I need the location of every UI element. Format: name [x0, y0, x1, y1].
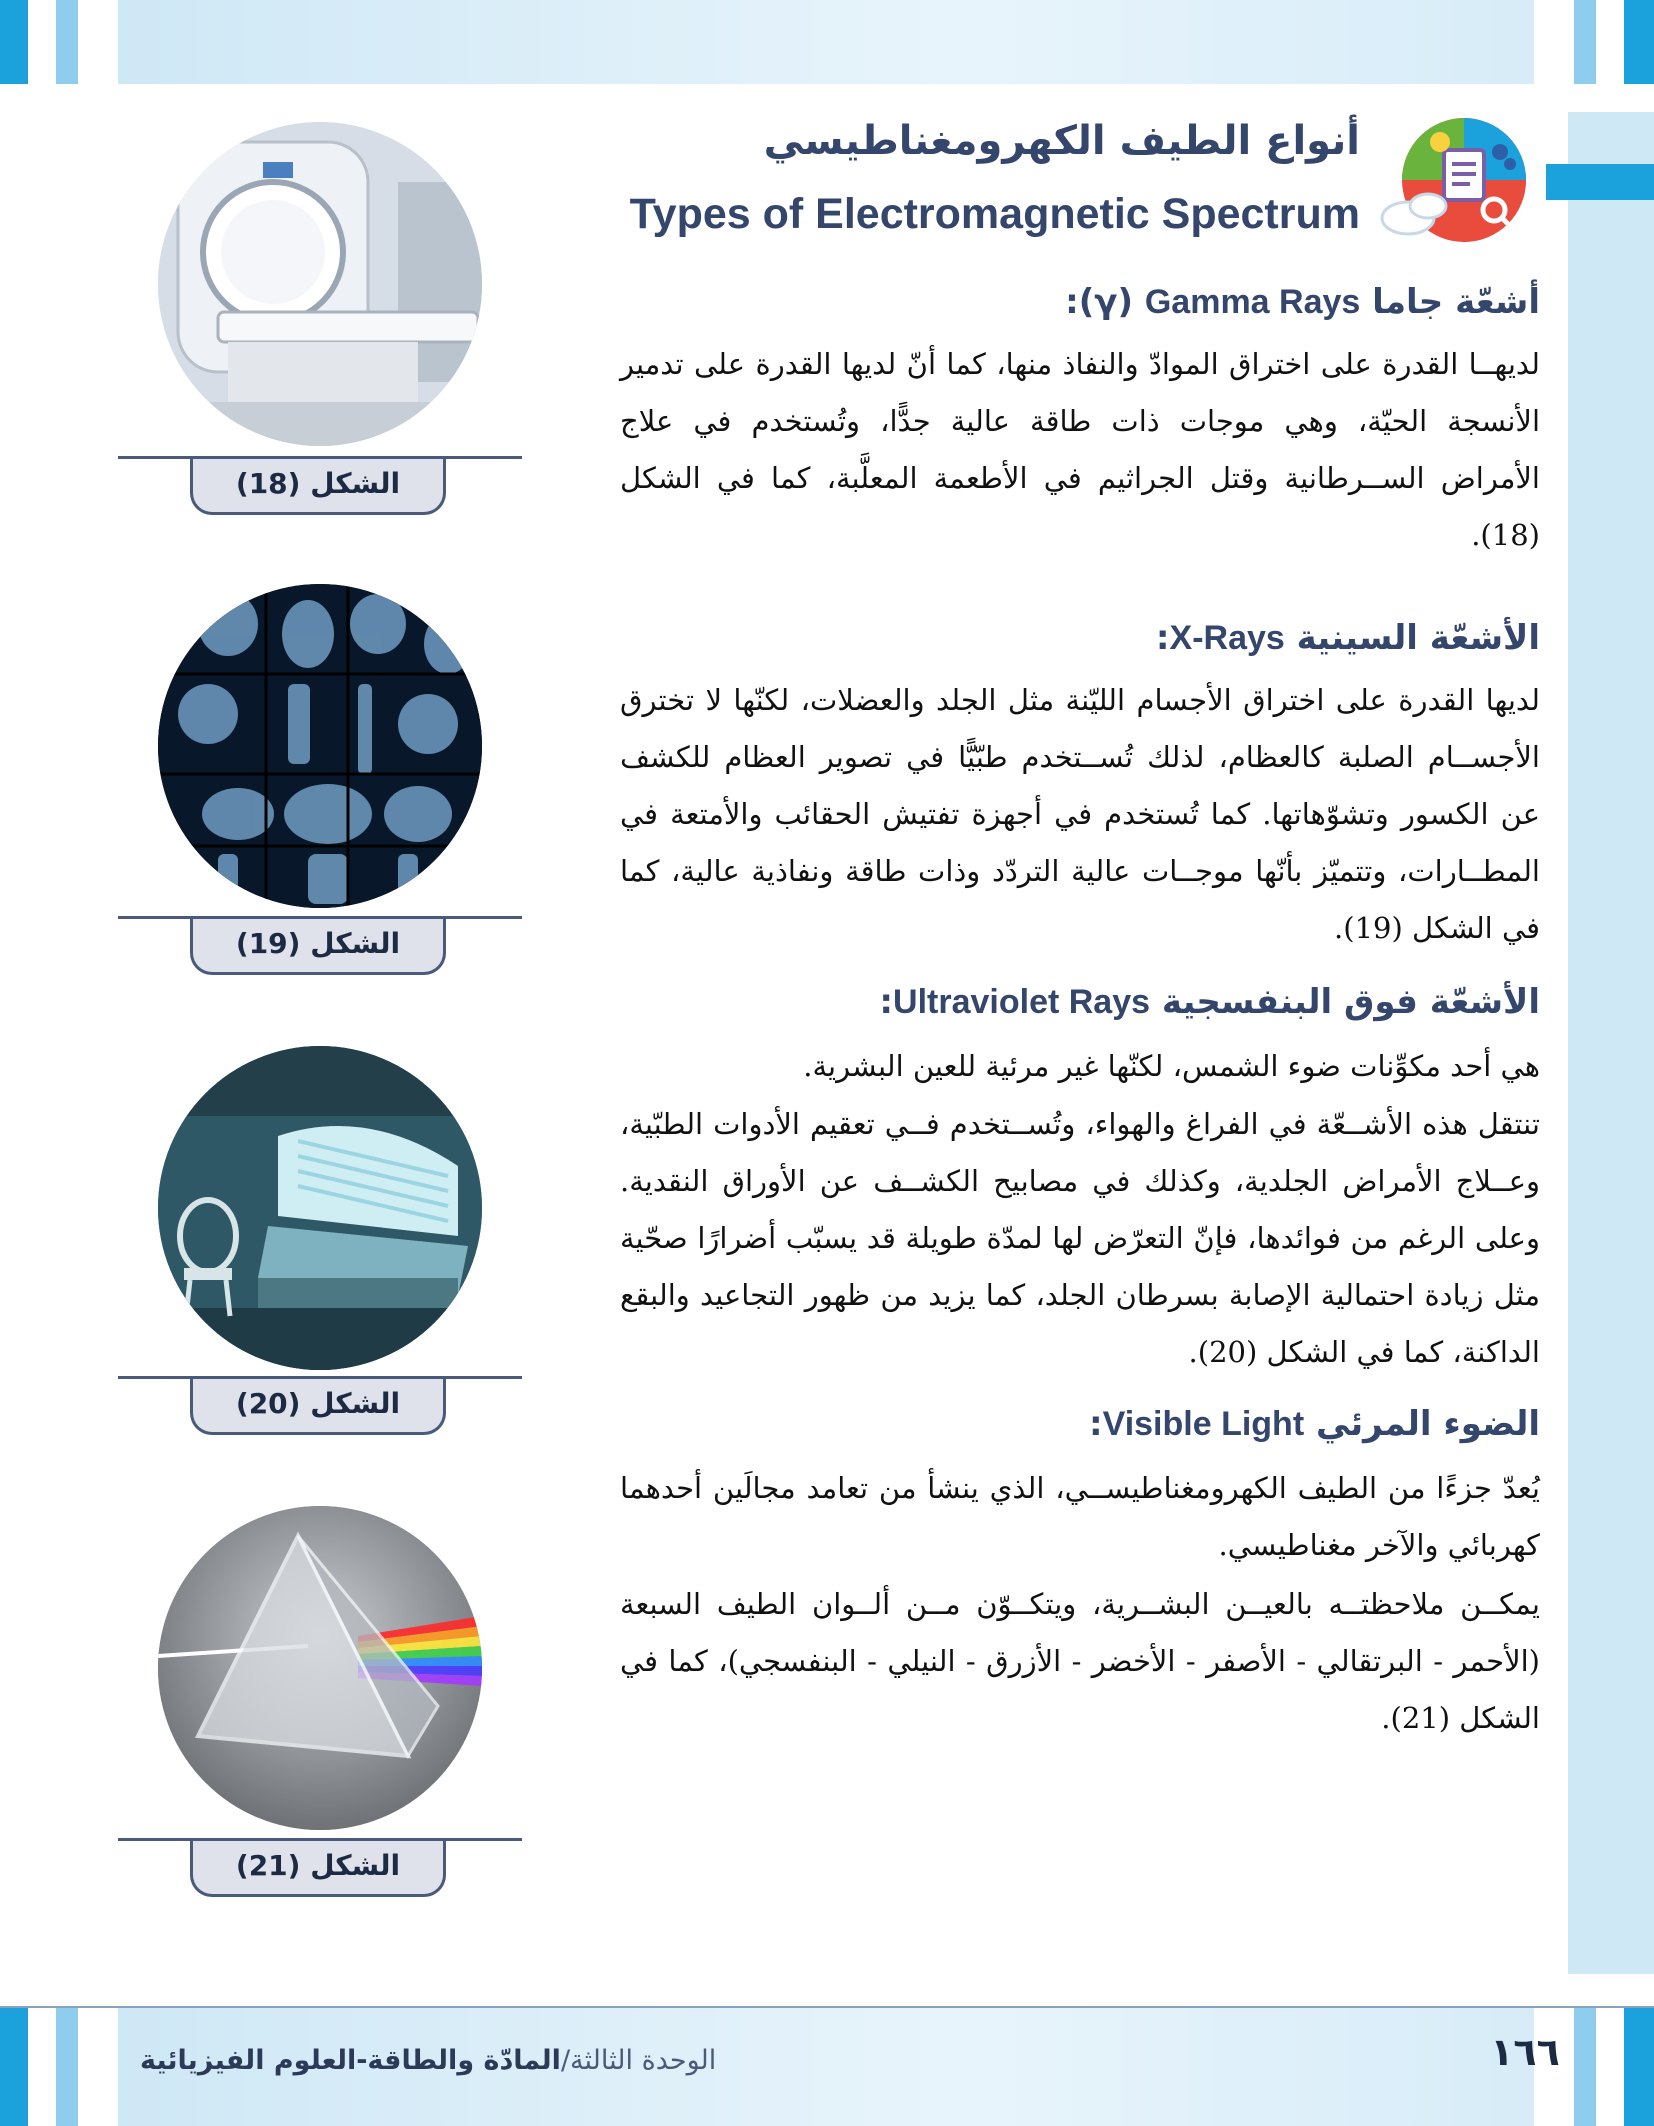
right-decorative-tab	[1546, 164, 1654, 200]
heading-english: Visible Light	[1102, 1405, 1305, 1443]
heading-english: Ultraviolet Rays	[893, 983, 1151, 1021]
heading-english: Gamma Rays	[1144, 283, 1361, 321]
section-heading-gamma	[620, 282, 1540, 330]
lesson-topic-icon	[1378, 110, 1538, 250]
footer-unit-name: المادّة والطاقة-العلوم الفيزيائية	[140, 2045, 561, 2076]
section-heading-xrays	[620, 618, 1540, 666]
figure-19-image	[158, 584, 482, 908]
paragraph-ultraviolet-2: تنتقل هذه الأشــعّة في الفراغ والهواء، وتُســتخدم فــي تعقيم الأدوات الطبّية، وعــلاج الأمراض الجلدية، وكذلك في مصابيح الكشــف عن الأوراق النقدية. وعلى الرغم من فوائدها، فإنّ التعرّض لها لمدّة طويلة قد يسبّب أضرارًا صحّية مثل زيادة احتمالية الإصابة بسرطان الجلد، كما يزيد من ظهور التجاعيد والبقع الداكنة، كما في الشكل (20).	[620, 1107, 1541, 1369]
paragraph-xrays: لديها القدرة على اختراق الأجسام الليّنة مثل الجلد والعضلات، لكنّها لا تخترق الأجســام الصلبة كالعظام، لذلك تُســتخدم طبّيًّا في تصوير العظام للكشف عن الكسور وتشوّهاتها. كما تُستخدم في أجهزة تفتيش الحقائب والأمتعة في المطــارات، وتتميّز بأنّها موجــات عالية التردّد وذات طاقة ونفاذية عالية، كما في الشكل (19).	[620, 683, 1540, 945]
figure-21-caption: الشكل (21)	[190, 1841, 446, 1897]
paragraph-visible-light-2: يمكــن ملاحظتــه بالعيــن البشــرية، ويتكــوّن مــن ألــوان الطيف السبعة (الأحمر - البرتقالي - الأصفر - الأخضر - الأزرق - النيلي - البنفسجي)، كما في الشكل (21).	[620, 1587, 1540, 1735]
paragraph-ultraviolet-1: هي أحد مكوِّنات ضوء الشمس، لكنّها غير مرئية للعين البشرية.	[803, 1049, 1540, 1083]
footer-unit-title	[140, 2045, 740, 2085]
heading-suffix: :	[1065, 282, 1079, 322]
heading-symbol: (γ)	[1078, 282, 1134, 322]
prism-rainbow-illustration	[158, 1506, 482, 1830]
heading-suffix: :	[879, 982, 894, 1022]
figure-18-image	[158, 122, 482, 446]
figure-19-caption: الشكل (19)	[190, 919, 446, 975]
section-heading-visible-light	[620, 1404, 1540, 1452]
heading-arabic: الأشعّة السينية	[1296, 618, 1540, 658]
heading-english: X-Rays	[1169, 619, 1285, 657]
right-decorative-strip	[1568, 112, 1654, 1974]
heading-arabic: الأشعّة فوق البنفسجية	[1161, 982, 1540, 1022]
heading-arabic: أشعّة جاما	[1372, 282, 1540, 322]
figure-18-caption: الشكل (18)	[190, 459, 446, 515]
figure-20-caption: الشكل (20)	[190, 1379, 446, 1435]
top-decorative-bar	[0, 0, 1654, 84]
section-heading-ultraviolet	[620, 982, 1540, 1030]
page-number: ١٦٦	[1490, 2030, 1560, 2074]
page-title-english: Types of Electromagnetic Spectrum	[629, 190, 1360, 238]
figure-21-image	[158, 1506, 482, 1830]
paragraph-gamma: لديهــا القدرة على اختراق الموادّ والنفاذ منها، كما أنّ لديها القدرة على تدمير الأنسجة الحيّة، وهي موجات ذات طاقة عالية جدًّا، وتُستخدم في علاج الأمراض الســرطانية وقتل الجراثيم في الأطعمة المعلَّبة، كما في الشكل (18).	[620, 347, 1540, 552]
ct-scanner-illustration	[158, 122, 482, 446]
page-title-arabic: أنواع الطيف الكهرومغناطيسي	[763, 118, 1360, 164]
heading-suffix: :	[1089, 1404, 1103, 1444]
footer-unit-label: الوحدة الثالثة/	[560, 2045, 717, 2076]
figure-20-image	[158, 1046, 482, 1370]
heading-suffix: :	[1155, 618, 1170, 658]
x-ray-collage-illustration	[158, 584, 482, 908]
paragraph-visible-light-1: يُعدّ جزءًا من الطيف الكهرومغناطيســي، الذي ينشأ من تعامد مجالَين أحدهما كهربائي والآخر مغناطيسي.	[620, 1471, 1540, 1562]
heading-arabic: الضوء المرئي	[1316, 1404, 1540, 1444]
uv-tanning-bed-illustration	[158, 1046, 482, 1370]
